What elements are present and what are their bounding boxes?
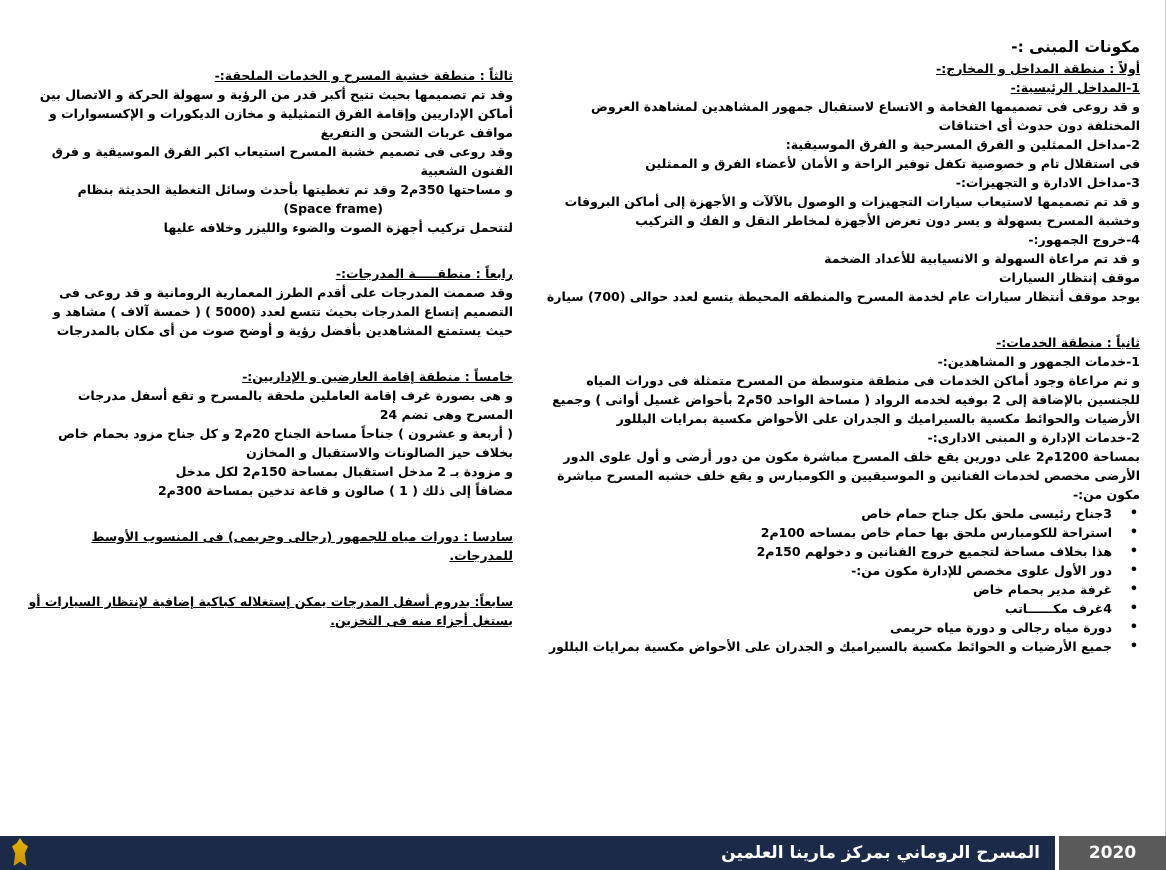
text-stage-3: و مساحتها 350م2 وقد تم تغطيتها بأحدث وسائل التغطية الحديثة بنظام [77, 182, 513, 197]
section-heading-services: ثانياً : منطقة الخدمات:- [996, 335, 1140, 350]
text-residence-2: ( أربعة و عشرون ) جناحاً مساحة الجناح 20م2 و كل جناح مزود بحمام خاص بخلاف حيز الصالونات والاستقبال و المخازن [58, 426, 513, 460]
list-item: • استراحة للكومبارس ملحق بها حمام خاص بمساحه 100م2 [545, 523, 1114, 542]
left-column [28, 66, 513, 630]
text-audience-services: و تم مراعاة وجود أماكن الخدمات فى منطقة متوسطة من المسرح متمثلة فى دورات المياه للجنسين بالإضافة إلى 2 بوفيه لخدمه الرواد ( مساحة الواحد 50م2 بأحواض غسيل أوانى ) وجميع الأرضيات والحوائط مكسية بالسيراميك و الجدران على الأحواض مكسية بمرايات البللور [552, 373, 1140, 426]
text-residence-3: و مزودة بـ 2 مدخل استقبال بمساحة 150م2 لكل مدخل [175, 464, 513, 479]
footer-year: 2020 [1059, 836, 1166, 870]
text-admin-building: بمساحة 1200م2 على دورين يقع خلف المسرح مباشرة مكون من دور أرضى و أول علوى الدور الأرضى مخصص لخدمات الفنانين و الموسيقيين و الكومبارس و يقع خلف خشبه المسرح مباشرة مكون من:- [557, 449, 1140, 502]
subheading-parking: موقف إنتظار السيارات [998, 270, 1140, 285]
section-restrooms: سادسا : دورات مياه للجمهور (رجالى وحريمى) فى المنسوب الأوسط للمدرجات. [91, 529, 513, 563]
right-column [545, 36, 1140, 656]
footer-title: المسرح الروماني بمركز مارينا العلمين [721, 843, 1040, 863]
text-main-entrances: و قد روعى فى تصميمها الفخامة و الاتساع لاستقبال جمهور المشاهدين لمشاهدة العروض المختلفة دون حدوث أى اختناقات [591, 99, 1140, 133]
list-item: • 4غرف مكــــــاتب [545, 599, 1114, 618]
section-basement: سابعاً: بدروم أسفل المدرجات يمكن إستغلاله كباكية إضافية لإنتظار السيارات أو يستغل أجزاء منه فى التخزين. [28, 594, 513, 628]
admin-building-list [545, 504, 1140, 656]
text-audience-exit: و قد تم مراعاة السهولة و الانسيابية للأعداد الضخمة [824, 251, 1140, 266]
text-seating: وقد صممت المدرجات على أقدم الطرز المعمارية الرومانية و قد روعى فى التصميم إتساع المدرجات بحيث تتسع لعدد (5000 ) ( خمسة آلاف ) مشاهد و حيث يستمتع المشاهدين بأفضل رؤية و أوضح صوت من أى مكان بالمدرجات [53, 285, 513, 338]
subheading-admin-building: 2-خدمات الإدارة و المبنى الادارى:- [927, 430, 1140, 445]
text-admin-entrances: و قد تم تصميمها لاستيعاب سيارات التجهيزات و الوصول بالآلآت و الأجهزة إلى أماكن البروفات وخشبة المسرح بسهولة و يسر دون تعرض الأجهزة لمخاطر النقل و الفك و التركيب [564, 194, 1140, 228]
section-heading-entrances: أولاً : منطقة المداخل و المخارج:- [936, 61, 1140, 76]
section-heading-stage: ثالثاً : منطقة خشبة المسرح و الخدمات الملحقة:- [214, 68, 513, 83]
egypt-emblem-icon [4, 836, 34, 870]
list-item: • دور الأول علوى مخصص للإدارة مكون من:- [545, 561, 1114, 580]
subheading-audience-services: 1-خدمات الجمهور و المشاهدين:- [937, 354, 1140, 369]
list-item: • 3جناح رئيسى ملحق بكل جناح حمام خاص [545, 504, 1114, 523]
list-item: • جميع الأرضيات و الحوائط مكسية بالسيراميك و الجدران على الأحواض مكسية بمرايات البللور [545, 637, 1114, 656]
subheading-admin-entrances: 3-مداخل الادارة و التجهيزات:- [955, 175, 1140, 190]
subheading-audience-exit: 4-خروج الجمهور:- [1028, 232, 1140, 247]
section-heading-seating: رابعاً : منطقـــــة المدرجات:- [335, 266, 513, 281]
list-item: • هذا بخلاف مساحة لتجميع خروج الفنانين و دخولهم 150م2 [545, 542, 1114, 561]
text-residence-4: مضافاً إلى ذلك ( 1 ) صالون و قاعة تدخين بمساحة 300م2 [157, 483, 513, 498]
text-stage-space-frame: (Space frame) [283, 201, 383, 216]
text-actors-entrances: فى استقلال تام و خصوصية تكفل توفير الراحة و الأمان لأعضاء الفرق و الممثلين [645, 156, 1140, 171]
subheading-actors-entrances: 2-مداخل الممثلين و الفرق المسرحية و الفرق الموسيقية: [785, 137, 1140, 152]
page-title: مكونات المبنى :- [1011, 38, 1140, 56]
text-stage-4: لتتحمل تركيب أجهزة الصوت والضوء والليزر وخلافه عليها [163, 220, 513, 235]
subheading-main-entrances: 1-المداخل الرئيسية:- [1010, 80, 1140, 95]
text-stage-1: وقد تم تصميمها بحيث تتيح أكبر قدر من الرؤية و سهولة الحركة و الاتصال بين أماكن الإداريين وإقامة الفرق التمثيلية و مخازن الديكورات و الإكسسوارات و مواقف عربات الشحن و التفريغ [39, 87, 513, 140]
list-item: • غرفة مدير بحمام خاص [545, 580, 1114, 599]
section-heading-residence: خامساً : منطقة إقامة العارضين و الإداريين:- [242, 369, 513, 384]
text-parking: يوجد موقف أنتظار سيارات عام لخدمة المسرح والمنطقه المحيطة يتسع لعدد حوالى (700) سيارة [546, 289, 1140, 304]
text-residence-1: و هى بصورة غرف إقامة العاملين ملحقة بالمسرح و تقع أسفل مدرجات المسرح وهى تضم 24 [77, 388, 513, 422]
text-stage-2: وقد روعى فى تصميم خشبة المسرح استيعاب اكبر الفرق الموسيقية و فرق الفنون الشعبية [51, 144, 513, 178]
list-item: • دورة مياه رجالى و دورة مياه حريمى [545, 618, 1114, 637]
